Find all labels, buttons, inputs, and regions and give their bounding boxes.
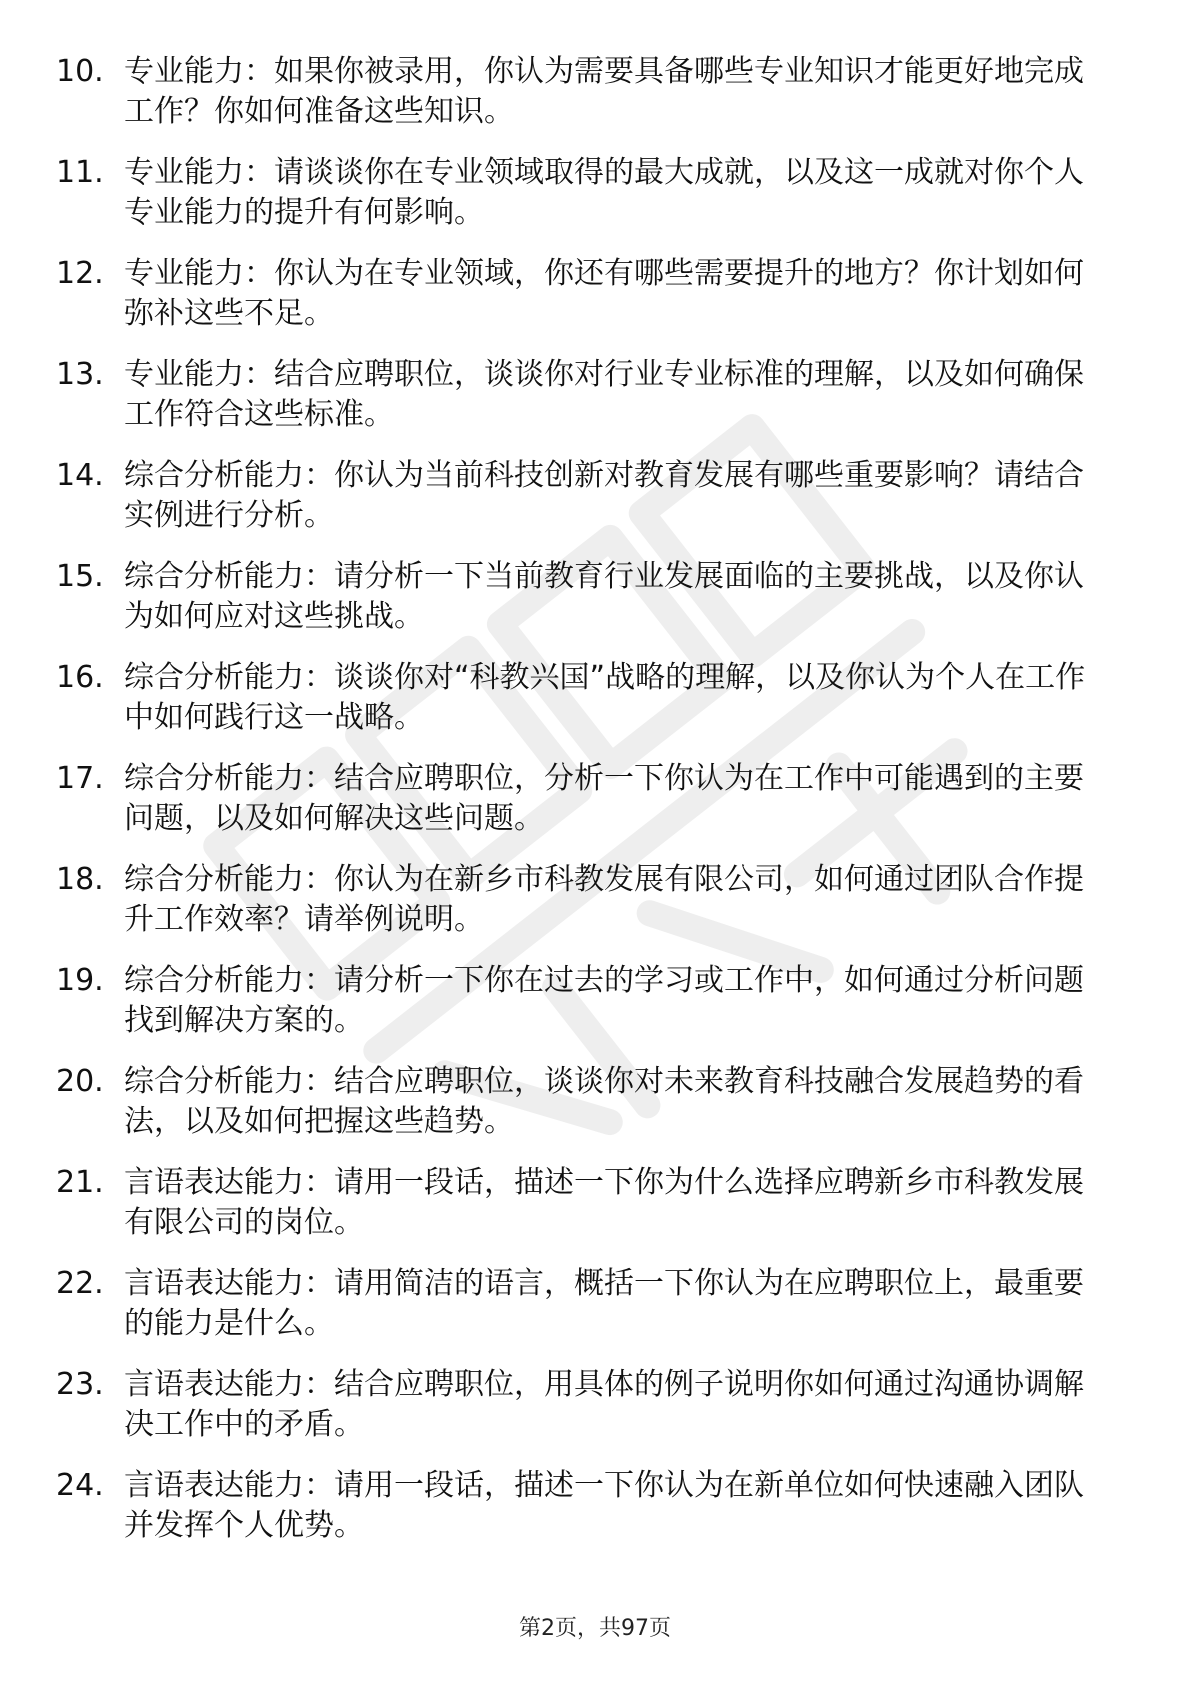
question-number: 21. (56, 1165, 104, 1200)
question-item (56, 1163, 1106, 1243)
question-item (56, 52, 1106, 132)
question-number: 17. (56, 761, 104, 796)
question-number: 10. (56, 54, 104, 89)
question-list (56, 52, 1106, 1567)
question-item (56, 759, 1106, 839)
question-number: 14. (56, 458, 104, 493)
question-number: 24. (56, 1468, 104, 1503)
question-text: 言语表达能力：请用简洁的语言，概括一下你认为在应聘职位上，最重要的能力是什么。 (124, 1266, 1084, 1341)
question-text: 言语表达能力：请用一段话，描述一下你为什么选择应聘新乡市科教发展有限公司的岗位。 (124, 1165, 1084, 1240)
question-text: 综合分析能力：请分析一下你在过去的学习或工作中，如何通过分析问题找到解决方案的。 (124, 963, 1084, 1038)
question-number: 12. (56, 256, 104, 291)
question-item (56, 961, 1106, 1041)
question-number: 16. (56, 660, 104, 695)
question-number: 15. (56, 559, 104, 594)
question-number: 13. (56, 357, 104, 392)
question-item (56, 1365, 1106, 1445)
question-text: 专业能力：如果你被录用，你认为需要具备哪些专业知识才能更好地完成工作？你如何准备这些知识。 (124, 54, 1084, 129)
question-item (56, 1062, 1106, 1142)
question-number: 23. (56, 1367, 104, 1402)
question-item (56, 355, 1106, 435)
question-number: 18. (56, 862, 104, 897)
question-text: 综合分析能力：谈谈你对“科教兴国”战略的理解，以及你认为个人在工作中如何践行这一战略。 (124, 660, 1086, 735)
question-text: 言语表达能力：结合应聘职位，用具体的例子说明你如何通过沟通协调解决工作中的矛盾。 (124, 1367, 1084, 1442)
question-number: 22. (56, 1266, 104, 1301)
question-text: 专业能力：请谈谈你在专业领域取得的最大成就，以及这一成就对你个人专业能力的提升有何影响。 (124, 155, 1084, 230)
question-item (56, 860, 1106, 940)
question-text: 综合分析能力：结合应聘职位，谈谈你对未来教育科技融合发展趋势的看法，以及如何把握这些趋势。 (124, 1064, 1084, 1139)
question-text: 专业能力：你认为在专业领域，你还有哪些需要提升的地方？你计划如何弥补这些不足。 (124, 256, 1084, 331)
question-item (56, 1466, 1106, 1546)
question-item (56, 1264, 1106, 1344)
question-text: 综合分析能力：结合应聘职位，分析一下你认为在工作中可能遇到的主要问题，以及如何解决这些问题。 (124, 761, 1084, 836)
question-number: 11. (56, 155, 104, 190)
page-footer (0, 1614, 1190, 1644)
page-number: 第2页，共97页 (519, 1616, 671, 1641)
question-text: 言语表达能力：请用一段话，描述一下你认为在新单位如何快速融入团队并发挥个人优势。 (124, 1468, 1084, 1543)
question-item (56, 557, 1106, 637)
question-number: 19. (56, 963, 104, 998)
question-item (56, 658, 1106, 738)
question-number: 20. (56, 1064, 104, 1099)
question-item (56, 153, 1106, 233)
question-item (56, 254, 1106, 334)
question-item (56, 456, 1106, 536)
question-text: 专业能力：结合应聘职位，谈谈你对行业专业标准的理解，以及如何确保工作符合这些标准。 (124, 357, 1084, 432)
question-text: 综合分析能力：你认为当前科技创新对教育发展有哪些重要影响？请结合实例进行分析。 (124, 458, 1084, 533)
question-text: 综合分析能力：请分析一下当前教育行业发展面临的主要挑战，以及你认为如何应对这些挑战。 (124, 559, 1084, 634)
question-text: 综合分析能力：你认为在新乡市科教发展有限公司，如何通过团队合作提升工作效率？请举例说明。 (124, 862, 1084, 937)
